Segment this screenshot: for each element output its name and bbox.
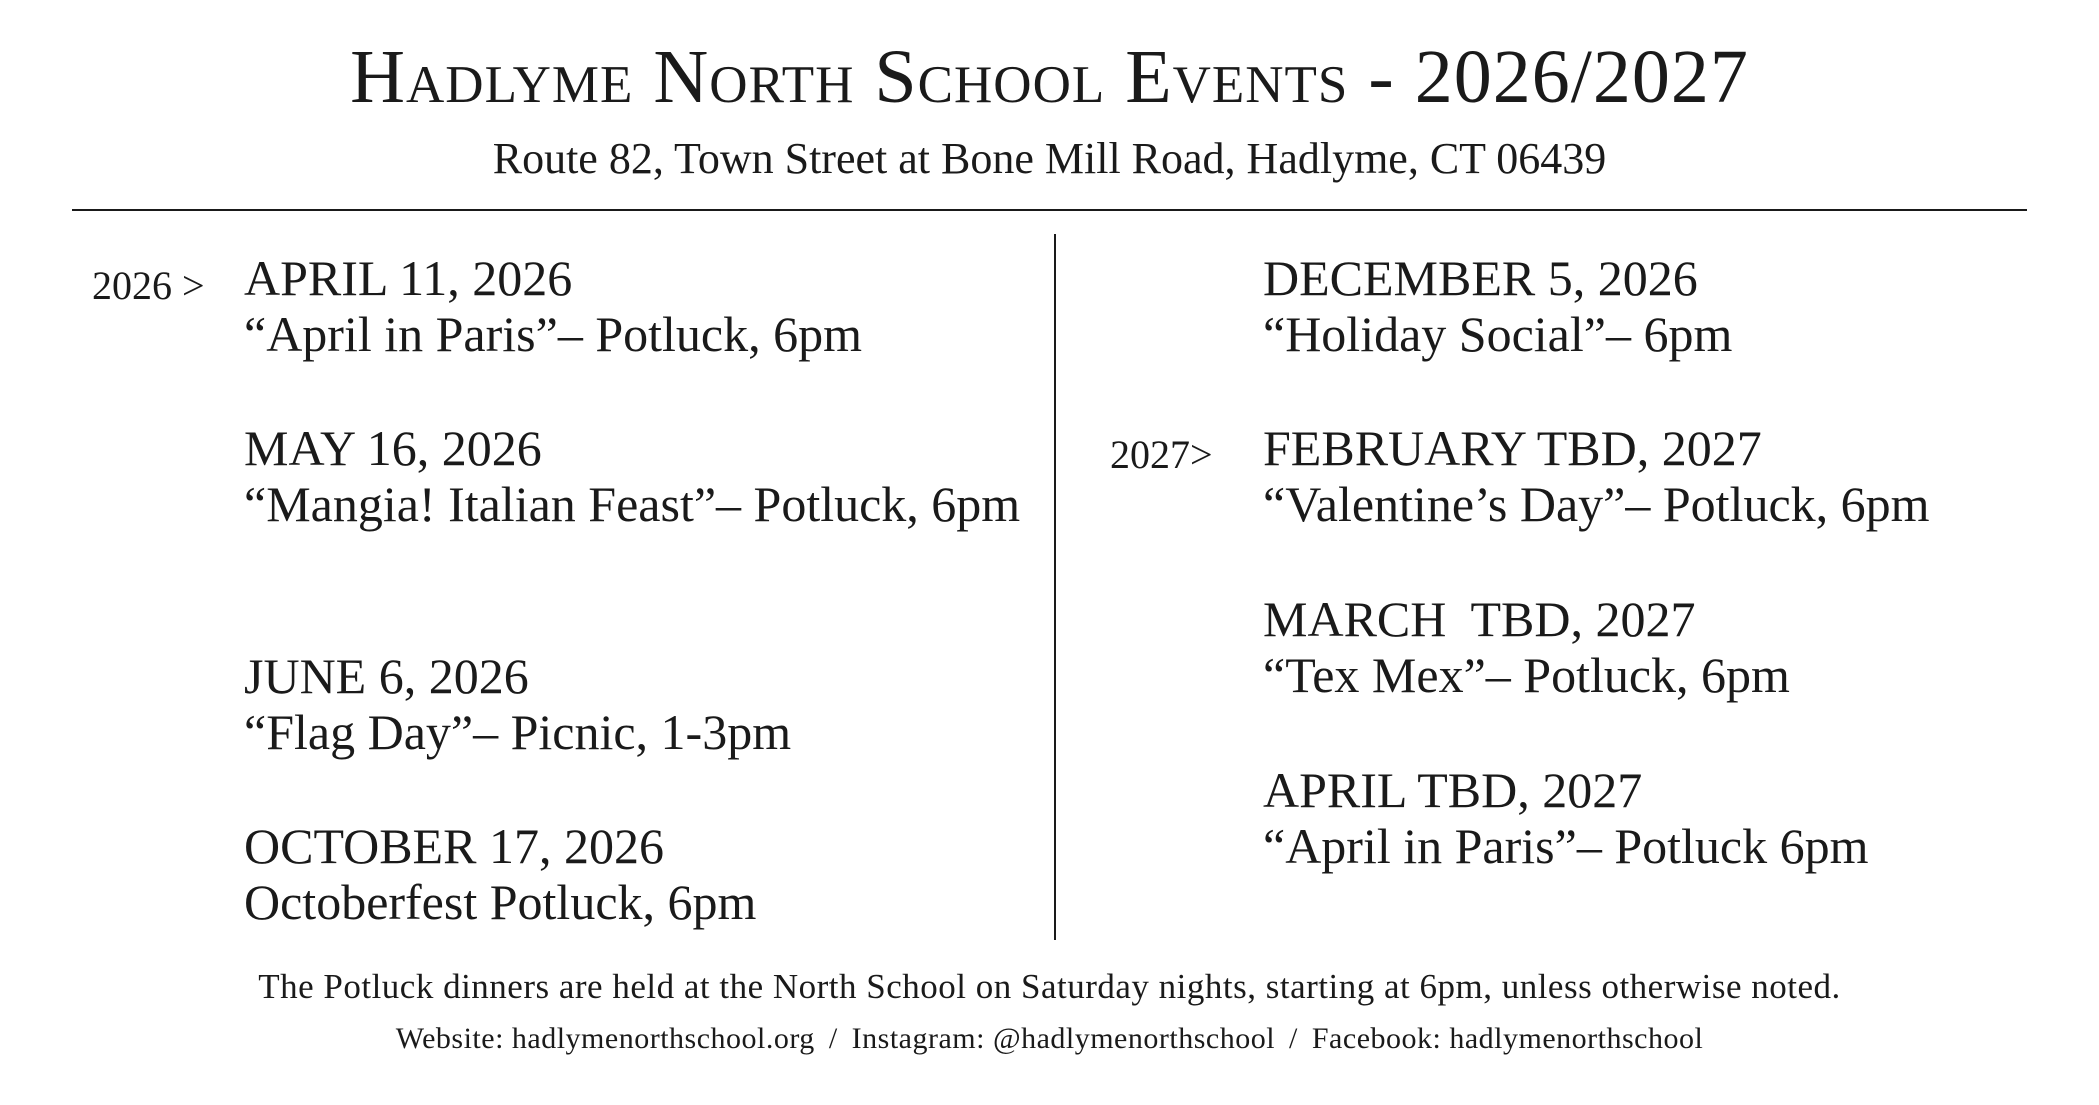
event-description: “Valentine’s Day”– Potluck, 6pm [1263, 476, 1930, 532]
event-date: MARCH TBD, 2027 [1263, 591, 1696, 647]
link-separator: / [828, 1022, 838, 1055]
event-item [1263, 420, 2063, 532]
header-divider [72, 209, 2027, 211]
year-marker-2027: 2027> [1110, 432, 1213, 477]
event-date: FEBRUARY TBD, 2027 [1263, 420, 1762, 476]
event-item [1263, 762, 2063, 874]
event-description: “Flag Day”– Picnic, 1-3pm [244, 704, 792, 760]
instagram-link[interactable]: Instagram: @hadlymenorthschool [851, 1022, 1276, 1055]
event-date: MAY 16, 2026 [244, 420, 542, 476]
event-description: “April in Paris”– Potluck 6pm [1263, 818, 1869, 874]
website-link[interactable]: Website: hadlymenorthschool.org [395, 1022, 815, 1055]
event-date: OCTOBER 17, 2026 [244, 818, 664, 874]
event-date: APRIL 11, 2026 [244, 250, 573, 306]
event-item [1263, 250, 2063, 362]
address-subtitle: Route 82, Town Street at Bone Mill Road, Hadlyme, CT 06439 [492, 134, 1607, 183]
column-divider [1054, 234, 1056, 940]
event-description: “April in Paris”– Potluck, 6pm [244, 306, 862, 362]
year-marker-2026: 2026 > [92, 263, 205, 308]
event-description: “Mangia! Italian Feast”– Potluck, 6pm [244, 476, 1021, 532]
event-date: APRIL TBD, 2027 [1263, 762, 1643, 818]
event-item [244, 420, 1024, 532]
event-description: “Tex Mex”– Potluck, 6pm [1263, 647, 1790, 703]
event-item [244, 250, 1024, 362]
footer-note: The Potluck dinners are held at the North School on Saturday nights, starting at 6pm, unless otherwise noted. [258, 967, 1841, 1006]
event-item [244, 818, 1024, 930]
event-date: DECEMBER 5, 2026 [1263, 250, 1698, 306]
event-description: Octoberfest Potluck, 6pm [244, 874, 757, 930]
link-separator: / [1289, 1022, 1298, 1055]
event-item [1263, 591, 2063, 703]
event-item [244, 648, 1024, 760]
page-title: Hadlyme North School Events - 2026/2027 [350, 35, 1749, 119]
event-description: “Holiday Social”– 6pm [1263, 306, 1733, 362]
facebook-link[interactable]: Facebook: hadlymenorthschool [1311, 1022, 1704, 1055]
event-date: JUNE 6, 2026 [244, 648, 529, 704]
footer-links [0, 1021, 2099, 1057]
